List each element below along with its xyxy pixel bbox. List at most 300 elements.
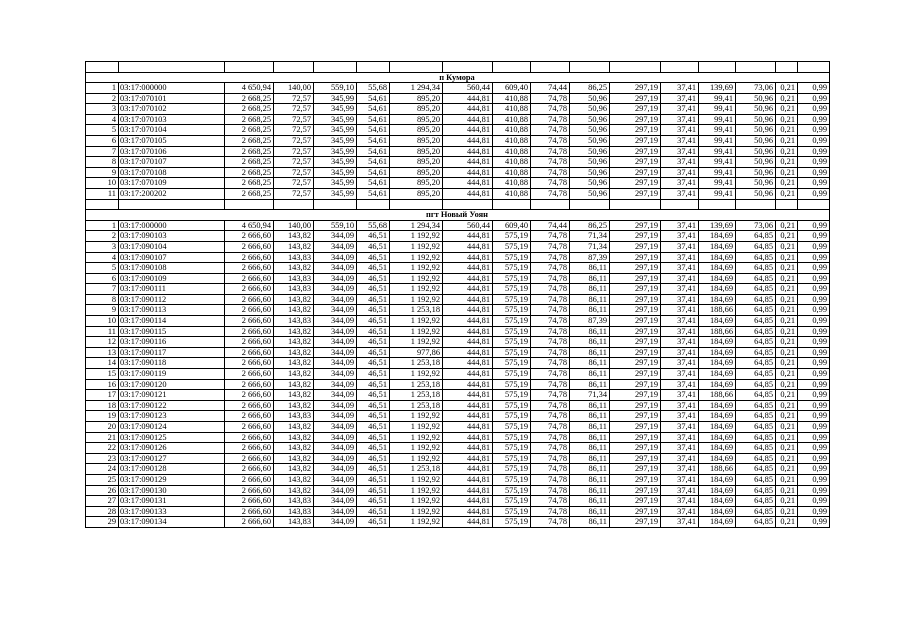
value-cell: 72,57 <box>274 104 314 115</box>
value-cell: 4 650,94 <box>225 83 274 94</box>
value-cell: 410,88 <box>493 178 531 189</box>
value-cell: 444,81 <box>443 157 493 168</box>
blank-cell <box>119 199 225 210</box>
row-number: 5 <box>86 125 119 136</box>
value-cell: 344,09 <box>314 453 357 464</box>
blank-cell <box>736 199 776 210</box>
value-cell: 72,57 <box>274 167 314 178</box>
table-row <box>86 316 830 327</box>
value-cell: 575,19 <box>493 474 531 485</box>
cadastral-code: 03:17:090114 <box>119 316 225 327</box>
table-row <box>86 347 830 358</box>
value-cell: 74,78 <box>531 369 570 380</box>
value-cell: 50,96 <box>736 157 776 168</box>
row-number: 12 <box>86 337 119 348</box>
value-cell: 575,19 <box>493 241 531 252</box>
value-cell: 297,19 <box>610 485 661 496</box>
value-cell: 46,51 <box>357 326 390 337</box>
value-cell: 0,21 <box>776 104 798 115</box>
value-cell: 344,09 <box>314 316 357 327</box>
value-cell: 54,61 <box>357 114 390 125</box>
value-cell: 50,96 <box>736 125 776 136</box>
value-cell: 46,51 <box>357 517 390 528</box>
value-cell: 0,99 <box>798 506 830 517</box>
value-cell: 410,88 <box>493 167 531 178</box>
value-cell: 64,85 <box>736 369 776 380</box>
value-cell: 297,19 <box>610 474 661 485</box>
blank-cell <box>274 62 314 73</box>
blank-cell <box>493 62 531 73</box>
value-cell: 143,83 <box>274 273 314 284</box>
value-cell: 0,99 <box>798 358 830 369</box>
value-cell: 46,51 <box>357 422 390 433</box>
value-cell: 99,41 <box>699 157 736 168</box>
value-cell: 297,19 <box>610 379 661 390</box>
value-cell: 444,81 <box>443 443 493 454</box>
blank-cell <box>798 199 830 210</box>
value-cell: 297,19 <box>610 114 661 125</box>
value-cell: 444,81 <box>443 93 493 104</box>
table-row <box>86 114 830 125</box>
table-body <box>86 62 830 528</box>
value-cell: 344,09 <box>314 432 357 443</box>
value-cell: 0,99 <box>798 125 830 136</box>
value-cell: 344,09 <box>314 443 357 454</box>
table-row <box>86 326 830 337</box>
value-cell: 444,81 <box>443 411 493 422</box>
value-cell: 37,41 <box>661 220 699 231</box>
value-cell: 74,78 <box>531 379 570 390</box>
table-row <box>86 231 830 242</box>
value-cell: 297,19 <box>610 347 661 358</box>
value-cell: 74,78 <box>531 358 570 369</box>
value-cell: 0,21 <box>776 517 798 528</box>
value-cell: 1 192,92 <box>390 422 443 433</box>
value-cell: 2 666,60 <box>225 231 274 242</box>
value-cell: 0,99 <box>798 369 830 380</box>
value-cell: 1 192,92 <box>390 326 443 337</box>
value-cell: 2 668,25 <box>225 157 274 168</box>
value-cell: 86,11 <box>570 453 610 464</box>
section-title: пгт Новый Уоян <box>86 210 830 221</box>
value-cell: 50,96 <box>570 167 610 178</box>
value-cell: 4 650,94 <box>225 220 274 231</box>
value-cell: 2 666,60 <box>225 432 274 443</box>
table-row <box>86 146 830 157</box>
table-row <box>86 220 830 231</box>
value-cell: 64,85 <box>736 390 776 401</box>
value-cell: 410,88 <box>493 136 531 147</box>
value-cell: 54,61 <box>357 157 390 168</box>
value-cell: 99,41 <box>699 136 736 147</box>
value-cell: 297,19 <box>610 411 661 422</box>
value-cell: 1 294,34 <box>390 83 443 94</box>
value-cell: 74,78 <box>531 157 570 168</box>
value-cell: 0,99 <box>798 83 830 94</box>
value-cell: 37,41 <box>661 294 699 305</box>
value-cell: 0,99 <box>798 263 830 274</box>
value-cell: 143,83 <box>274 496 314 507</box>
value-cell: 37,41 <box>661 146 699 157</box>
value-cell: 0,99 <box>798 189 830 200</box>
blank-cell <box>661 199 699 210</box>
value-cell: 0,99 <box>798 347 830 358</box>
cadastral-code: 03:17:070105 <box>119 136 225 147</box>
value-cell: 37,41 <box>661 305 699 316</box>
value-cell: 74,78 <box>531 390 570 401</box>
value-cell: 0,21 <box>776 284 798 295</box>
value-cell: 184,69 <box>699 517 736 528</box>
value-cell: 143,82 <box>274 326 314 337</box>
value-cell: 46,51 <box>357 474 390 485</box>
value-cell: 444,81 <box>443 358 493 369</box>
value-cell: 86,11 <box>570 464 610 475</box>
value-cell: 184,69 <box>699 422 736 433</box>
value-cell: 37,41 <box>661 485 699 496</box>
cadastral-code: 03:17:090107 <box>119 252 225 263</box>
value-cell: 410,88 <box>493 157 531 168</box>
value-cell: 64,85 <box>736 422 776 433</box>
value-cell: 444,81 <box>443 189 493 200</box>
value-cell: 575,19 <box>493 506 531 517</box>
value-cell: 0,99 <box>798 220 830 231</box>
value-cell: 0,21 <box>776 316 798 327</box>
value-cell: 184,69 <box>699 474 736 485</box>
value-cell: 50,96 <box>570 136 610 147</box>
value-cell: 1 192,92 <box>390 294 443 305</box>
value-cell: 143,82 <box>274 305 314 316</box>
value-cell: 64,85 <box>736 517 776 528</box>
value-cell: 37,41 <box>661 136 699 147</box>
value-cell: 0,99 <box>798 390 830 401</box>
spacer-row <box>86 199 830 210</box>
table-row <box>86 189 830 200</box>
value-cell: 444,81 <box>443 316 493 327</box>
value-cell: 410,88 <box>493 104 531 115</box>
value-cell: 444,81 <box>443 326 493 337</box>
value-cell: 2 666,60 <box>225 263 274 274</box>
value-cell: 64,85 <box>736 326 776 337</box>
value-cell: 86,11 <box>570 496 610 507</box>
value-cell: 72,57 <box>274 189 314 200</box>
cadastral-code: 03:17:090126 <box>119 443 225 454</box>
value-cell: 444,81 <box>443 284 493 295</box>
value-cell: 0,21 <box>776 358 798 369</box>
value-cell: 86,11 <box>570 432 610 443</box>
value-cell: 444,81 <box>443 114 493 125</box>
value-cell: 46,51 <box>357 347 390 358</box>
value-cell: 575,19 <box>493 453 531 464</box>
value-cell: 188,66 <box>699 464 736 475</box>
value-cell: 297,19 <box>610 337 661 348</box>
value-cell: 143,82 <box>274 432 314 443</box>
value-cell: 184,69 <box>699 241 736 252</box>
table-row <box>86 294 830 305</box>
value-cell: 184,69 <box>699 400 736 411</box>
row-number: 29 <box>86 517 119 528</box>
value-cell: 86,11 <box>570 474 610 485</box>
value-cell: 74,78 <box>531 294 570 305</box>
cadastral-code: 03:17:090134 <box>119 517 225 528</box>
value-cell: 64,85 <box>736 496 776 507</box>
value-cell: 444,81 <box>443 305 493 316</box>
value-cell: 297,19 <box>610 83 661 94</box>
value-cell: 444,81 <box>443 517 493 528</box>
value-cell: 297,19 <box>610 136 661 147</box>
row-number: 2 <box>86 93 119 104</box>
value-cell: 184,69 <box>699 411 736 422</box>
value-cell: 50,96 <box>570 189 610 200</box>
value-cell: 575,19 <box>493 517 531 528</box>
value-cell: 86,11 <box>570 400 610 411</box>
value-cell: 46,51 <box>357 241 390 252</box>
row-number: 10 <box>86 178 119 189</box>
value-cell: 64,85 <box>736 474 776 485</box>
value-cell: 37,41 <box>661 496 699 507</box>
blank-cell <box>357 199 390 210</box>
cadastral-code: 03:17:070101 <box>119 93 225 104</box>
row-number: 5 <box>86 263 119 274</box>
value-cell: 297,19 <box>610 496 661 507</box>
value-cell: 86,11 <box>570 305 610 316</box>
table-row <box>86 104 830 115</box>
value-cell: 444,81 <box>443 432 493 443</box>
value-cell: 0,99 <box>798 178 830 189</box>
blank-cell <box>610 62 661 73</box>
value-cell: 297,19 <box>610 167 661 178</box>
value-cell: 297,19 <box>610 506 661 517</box>
cadastral-code: 03:17:090115 <box>119 326 225 337</box>
cadastral-code: 03:17:090109 <box>119 273 225 284</box>
value-cell: 64,85 <box>736 231 776 242</box>
value-cell: 54,61 <box>357 146 390 157</box>
value-cell: 143,82 <box>274 464 314 475</box>
value-cell: 344,09 <box>314 337 357 348</box>
value-cell: 86,11 <box>570 263 610 274</box>
value-cell: 0,21 <box>776 422 798 433</box>
blank-cell <box>86 62 119 73</box>
value-cell: 1 192,92 <box>390 411 443 422</box>
value-cell: 2 668,25 <box>225 125 274 136</box>
value-cell: 0,21 <box>776 369 798 380</box>
table-row <box>86 125 830 136</box>
value-cell: 64,85 <box>736 464 776 475</box>
value-cell: 345,99 <box>314 146 357 157</box>
table-row <box>86 379 830 390</box>
value-cell: 184,69 <box>699 231 736 242</box>
value-cell: 2 666,60 <box>225 411 274 422</box>
value-cell: 0,99 <box>798 284 830 295</box>
row-number: 24 <box>86 464 119 475</box>
value-cell: 575,19 <box>493 432 531 443</box>
value-cell: 0,99 <box>798 517 830 528</box>
value-cell: 559,10 <box>314 83 357 94</box>
value-cell: 297,19 <box>610 316 661 327</box>
value-cell: 64,85 <box>736 443 776 454</box>
value-cell: 99,41 <box>699 104 736 115</box>
value-cell: 345,99 <box>314 114 357 125</box>
row-number: 7 <box>86 146 119 157</box>
cadastral-code: 03:17:070104 <box>119 125 225 136</box>
value-cell: 0,99 <box>798 305 830 316</box>
value-cell: 0,21 <box>776 474 798 485</box>
value-cell: 0,21 <box>776 220 798 231</box>
value-cell: 0,99 <box>798 474 830 485</box>
value-cell: 2 666,60 <box>225 284 274 295</box>
value-cell: 345,99 <box>314 167 357 178</box>
value-cell: 86,11 <box>570 358 610 369</box>
value-cell: 37,41 <box>661 178 699 189</box>
blank-cell <box>119 62 225 73</box>
value-cell: 50,96 <box>736 178 776 189</box>
value-cell: 2 666,60 <box>225 305 274 316</box>
value-cell: 2 668,25 <box>225 93 274 104</box>
value-cell: 297,19 <box>610 326 661 337</box>
value-cell: 1 253,18 <box>390 464 443 475</box>
value-cell: 1 253,18 <box>390 400 443 411</box>
value-cell: 143,83 <box>274 411 314 422</box>
blank-cell <box>443 199 493 210</box>
value-cell: 2 666,60 <box>225 453 274 464</box>
value-cell: 143,82 <box>274 347 314 358</box>
value-cell: 74,78 <box>531 517 570 528</box>
row-number: 13 <box>86 347 119 358</box>
value-cell: 37,41 <box>661 358 699 369</box>
table-header-row <box>86 62 830 73</box>
value-cell: 895,20 <box>390 178 443 189</box>
value-cell: 2 666,60 <box>225 273 274 284</box>
value-cell: 74,78 <box>531 347 570 358</box>
value-cell: 46,51 <box>357 273 390 284</box>
value-cell: 297,19 <box>610 125 661 136</box>
value-cell: 2 666,60 <box>225 506 274 517</box>
value-cell: 444,81 <box>443 231 493 242</box>
value-cell: 0,21 <box>776 337 798 348</box>
value-cell: 86,11 <box>570 294 610 305</box>
value-cell: 37,41 <box>661 273 699 284</box>
value-cell: 74,78 <box>531 114 570 125</box>
value-cell: 74,44 <box>531 83 570 94</box>
value-cell: 575,19 <box>493 347 531 358</box>
value-cell: 74,78 <box>531 125 570 136</box>
value-cell: 444,81 <box>443 294 493 305</box>
value-cell: 895,20 <box>390 114 443 125</box>
value-cell: 50,96 <box>736 189 776 200</box>
value-cell: 344,09 <box>314 390 357 401</box>
value-cell: 895,20 <box>390 189 443 200</box>
value-cell: 1 192,92 <box>390 432 443 443</box>
value-cell: 37,41 <box>661 337 699 348</box>
value-cell: 37,41 <box>661 157 699 168</box>
value-cell: 2 666,60 <box>225 400 274 411</box>
value-cell: 0,21 <box>776 400 798 411</box>
value-cell: 297,19 <box>610 517 661 528</box>
value-cell: 37,41 <box>661 422 699 433</box>
cadastral-code: 03:17:090129 <box>119 474 225 485</box>
row-number: 18 <box>86 400 119 411</box>
cadastral-code: 03:17:070108 <box>119 167 225 178</box>
value-cell: 0,21 <box>776 263 798 274</box>
value-cell: 74,44 <box>531 220 570 231</box>
value-cell: 74,78 <box>531 167 570 178</box>
value-cell: 575,19 <box>493 358 531 369</box>
table-row <box>86 400 830 411</box>
value-cell: 0,21 <box>776 83 798 94</box>
value-cell: 86,11 <box>570 379 610 390</box>
value-cell: 72,57 <box>274 157 314 168</box>
value-cell: 86,25 <box>570 83 610 94</box>
value-cell: 444,81 <box>443 104 493 115</box>
row-number: 17 <box>86 390 119 401</box>
value-cell: 1 192,92 <box>390 231 443 242</box>
value-cell: 444,81 <box>443 422 493 433</box>
value-cell: 575,19 <box>493 464 531 475</box>
blank-cell <box>661 62 699 73</box>
cadastral-code: 03:17:090121 <box>119 390 225 401</box>
table-row <box>86 273 830 284</box>
cadastral-code: 03:17:070106 <box>119 146 225 157</box>
value-cell: 143,82 <box>274 358 314 369</box>
cadastral-code: 03:17:090112 <box>119 294 225 305</box>
value-cell: 143,82 <box>274 390 314 401</box>
value-cell: 37,41 <box>661 347 699 358</box>
value-cell: 46,51 <box>357 390 390 401</box>
value-cell: 0,99 <box>798 114 830 125</box>
table-row <box>86 263 830 274</box>
value-cell: 37,41 <box>661 432 699 443</box>
value-cell: 0,21 <box>776 273 798 284</box>
value-cell: 0,99 <box>798 157 830 168</box>
value-cell: 74,78 <box>531 496 570 507</box>
value-cell: 0,99 <box>798 337 830 348</box>
value-cell: 345,99 <box>314 125 357 136</box>
value-cell: 37,41 <box>661 284 699 295</box>
value-cell: 184,69 <box>699 347 736 358</box>
value-cell: 46,51 <box>357 453 390 464</box>
value-cell: 37,41 <box>661 263 699 274</box>
value-cell: 37,41 <box>661 400 699 411</box>
value-cell: 143,82 <box>274 443 314 454</box>
value-cell: 609,40 <box>493 220 531 231</box>
value-cell: 188,66 <box>699 305 736 316</box>
value-cell: 575,19 <box>493 273 531 284</box>
value-cell: 2 668,25 <box>225 167 274 178</box>
value-cell: 345,99 <box>314 189 357 200</box>
value-cell: 345,99 <box>314 157 357 168</box>
value-cell: 64,85 <box>736 305 776 316</box>
value-cell: 143,82 <box>274 294 314 305</box>
value-cell: 46,51 <box>357 400 390 411</box>
value-cell: 86,11 <box>570 337 610 348</box>
value-cell: 64,85 <box>736 506 776 517</box>
value-cell: 0,99 <box>798 167 830 178</box>
table-row <box>86 337 830 348</box>
value-cell: 143,82 <box>274 453 314 464</box>
value-cell: 74,78 <box>531 252 570 263</box>
value-cell: 0,21 <box>776 443 798 454</box>
value-cell: 297,19 <box>610 146 661 157</box>
value-cell: 297,19 <box>610 294 661 305</box>
value-cell: 50,96 <box>736 93 776 104</box>
value-cell: 344,09 <box>314 273 357 284</box>
value-cell: 50,96 <box>570 104 610 115</box>
value-cell: 184,69 <box>699 358 736 369</box>
row-number: 3 <box>86 241 119 252</box>
value-cell: 345,99 <box>314 136 357 147</box>
value-cell: 64,85 <box>736 263 776 274</box>
value-cell: 444,81 <box>443 167 493 178</box>
value-cell: 143,83 <box>274 506 314 517</box>
